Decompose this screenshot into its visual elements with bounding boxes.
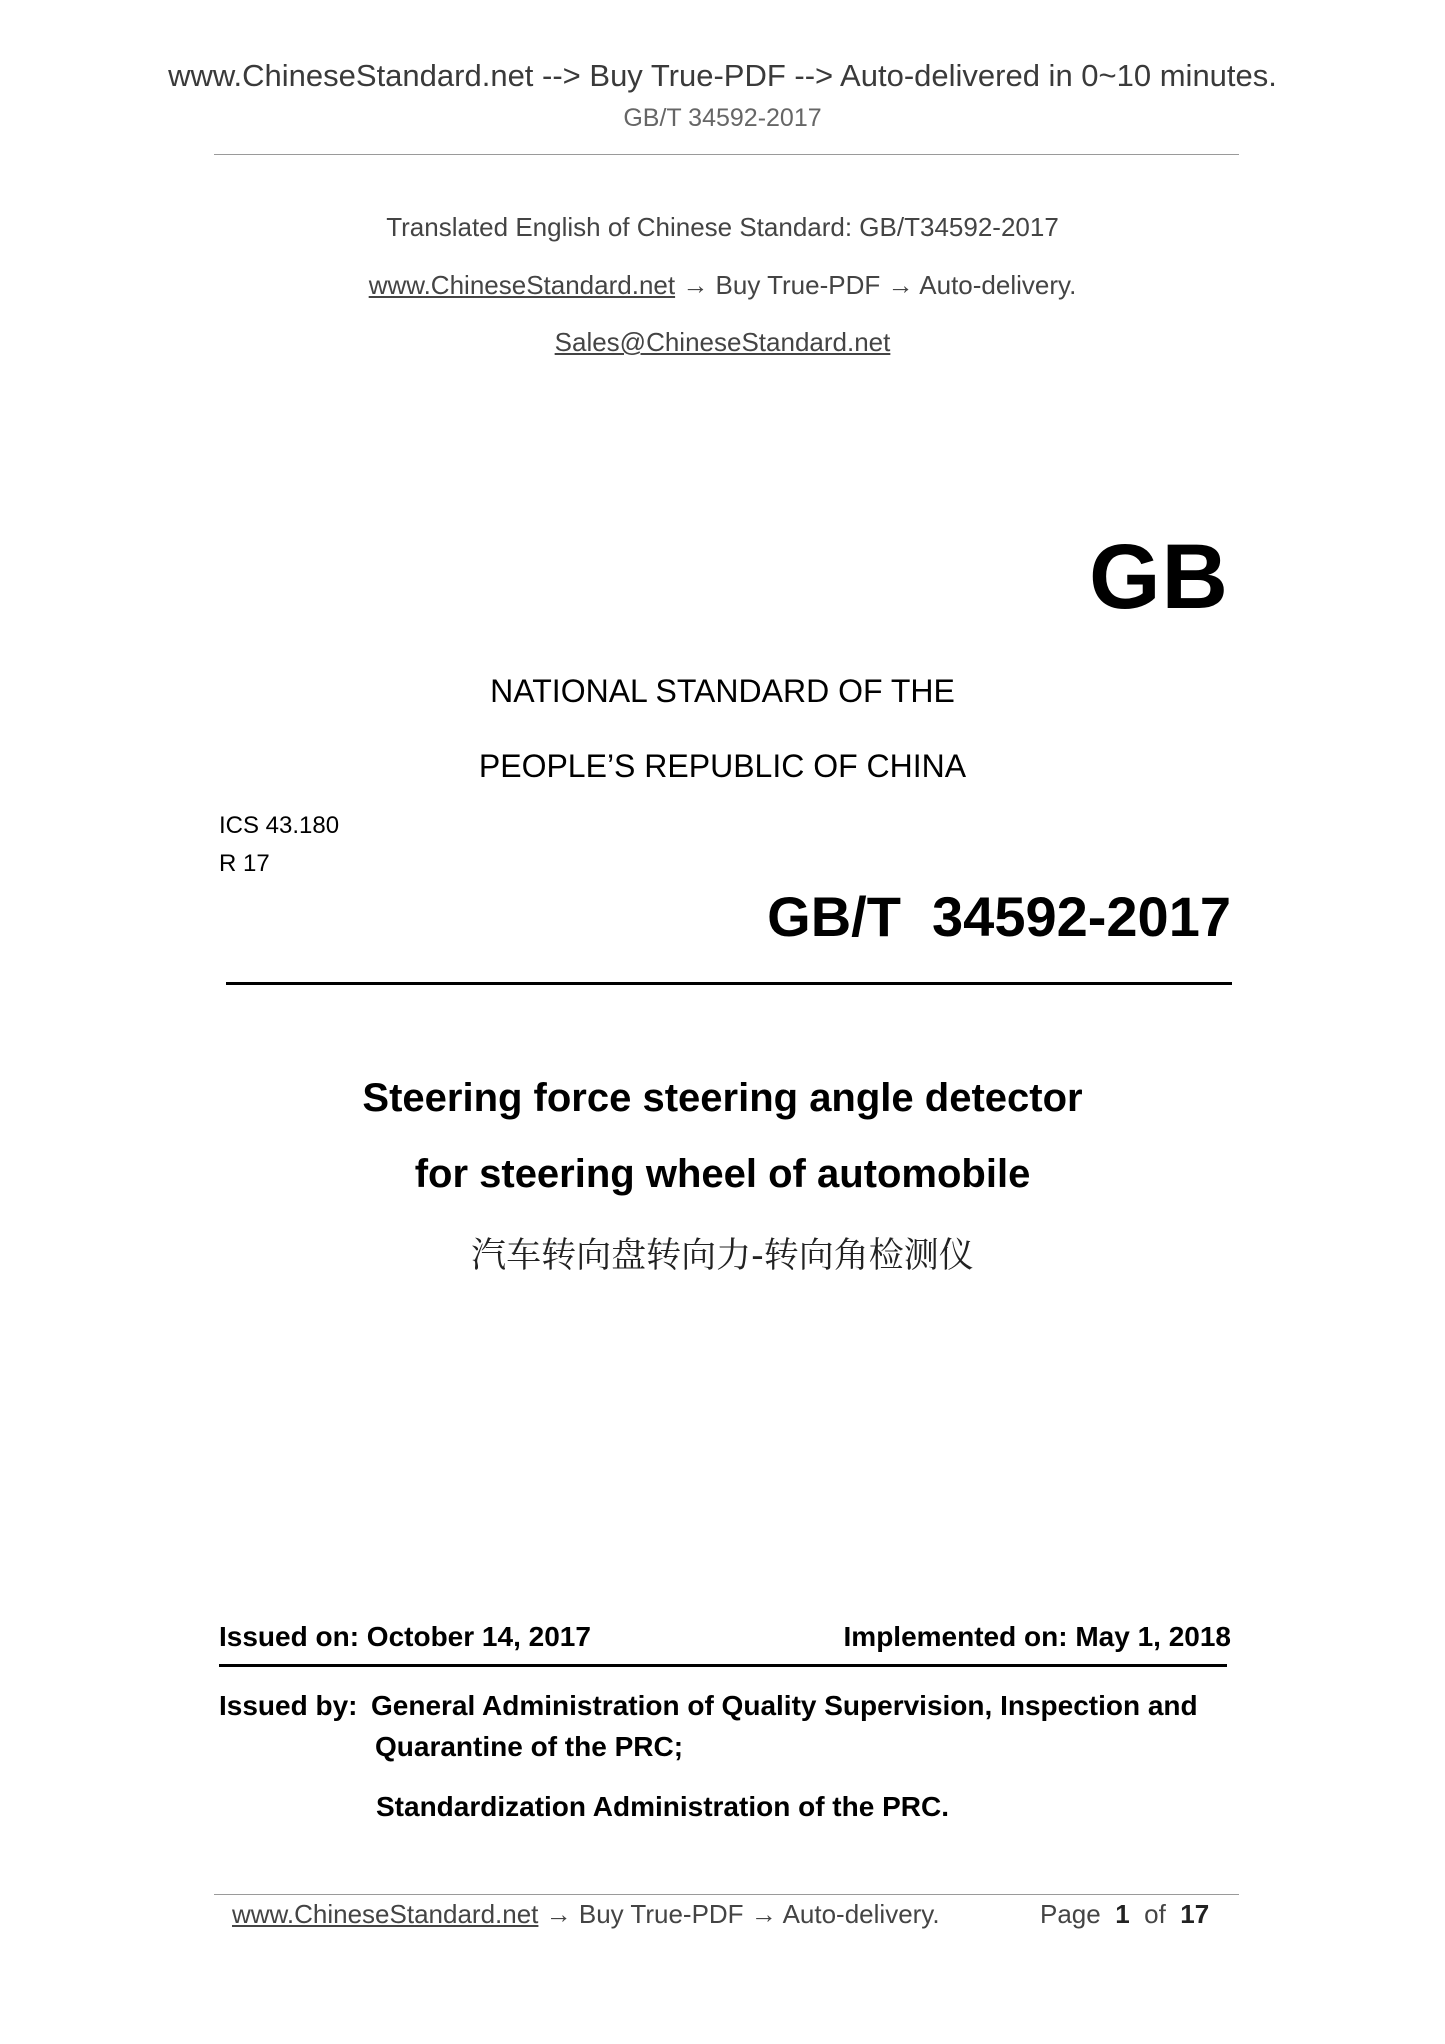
title-en-line2: for steering wheel of automobile [414,1152,1031,1196]
issued-by-line2: Quarantine of the PRC; [375,1731,684,1762]
page-indicator [1040,1899,1209,1930]
footer-site-line [232,1899,940,1930]
title-en-line1: Steering force steering angle detector [362,1076,1083,1120]
intro-email-line [0,327,1445,358]
standard-number-rule [226,982,1232,985]
national-standard-line2: PEOPLE’S REPUBLIC OF CHINA [478,748,967,784]
header-divider [214,154,1239,155]
page-current: 1 [1115,1899,1130,1929]
page-total: 17 [1180,1899,1210,1929]
translated-notice: Translated English of Chinese Standard: GB/T34592-2017 [386,212,1059,242]
gb-mark: GB [1089,526,1229,628]
sales-email-link[interactable]: Sales@ChineseStandard.net [554,327,891,357]
national-standard-line1: NATIONAL STANDARD OF THE [490,673,955,709]
issued-by-label: Issued by: [219,1690,358,1721]
ccs-code: R 17 [219,850,270,877]
dates-rule [219,1664,1227,1667]
intro-site-line [0,270,1445,301]
issued-by-line1: General Administration of Quality Supervision, Inspection and [371,1690,1198,1721]
issued-date: Issued on: October 14, 2017 [219,1621,591,1652]
title-cn: 汽车转向盘转向力-转向角检测仪 [471,1236,974,1276]
footer-divider [214,1894,1239,1895]
ics-code: ICS 43.180 [219,812,340,839]
intro-site-suffix: → Buy True-PDF → Auto-delivery. [675,270,1077,300]
page-of: of [1144,1899,1166,1929]
footer-site-suffix: → Buy True-PDF → Auto-delivery. [538,1899,940,1929]
top-banner: www.ChineseStandard.net --> Buy True-PDF --> Auto-delivered in 0~10 minutes. [168,58,1277,93]
issued-by-line3: Standardization Administration of the PRC. [376,1791,949,1822]
page-label: Page [1040,1899,1101,1929]
standard-number: GB/T 34592-2017 [767,885,1231,948]
footer-site-link[interactable]: www.ChineseStandard.net [232,1899,539,1929]
intro-site-link[interactable]: www.ChineseStandard.net [368,270,676,300]
header-standard-code: GB/T 34592-2017 [623,104,822,132]
implemented-date: Implemented on: May 1, 2018 [843,1621,1231,1652]
